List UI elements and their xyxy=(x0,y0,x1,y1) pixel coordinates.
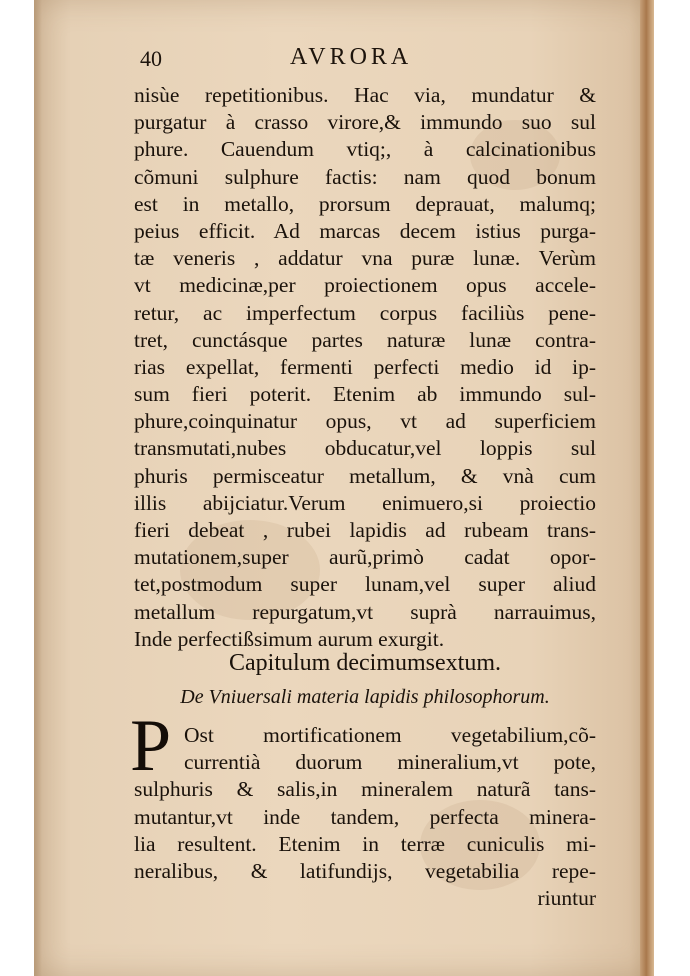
text-line: sum fieri poterit. Etenim ab immundo sul- xyxy=(134,382,596,407)
text-line: phure. Cauendum vtiq;, à calcinationibus xyxy=(134,137,596,162)
book-spine xyxy=(640,0,654,976)
text-line: nisùe repetitionibus. Hac via, mundatur & xyxy=(134,83,596,107)
text-line: Ost mortificationem vegetabilium,cõ- xyxy=(184,723,596,747)
text-line: est in metallo, prorsum deprauat, malumq; xyxy=(134,191,596,216)
drop-cap: P xyxy=(130,705,172,787)
page-number: 40 xyxy=(140,46,162,71)
main-paragraph xyxy=(134,82,596,653)
page-header xyxy=(140,44,600,78)
text-line: currentià duorum mineralium,vt pote, xyxy=(184,750,596,775)
page-left-edge xyxy=(34,0,42,976)
text-line: tret, cunctásque partes naturæ lunæ contra- xyxy=(134,327,596,352)
second-paragraph xyxy=(134,722,596,912)
text-line: mutantur,vt inde tandem, perfecta minera- xyxy=(134,804,596,829)
text-line: purgatur à crasso virore,& immundo suo sul xyxy=(134,110,596,135)
text-line: Inde perfectißsimum aurum exurgit. xyxy=(134,626,445,651)
text-line: tæ veneris , addatur vna puræ lunæ. Verùm xyxy=(134,246,596,271)
chapter-title: Capitulum decimumsextum. xyxy=(229,650,501,676)
text-line: lia resultent. Etenim in terræ cuniculis mi- xyxy=(134,831,596,856)
text-line: retur, ac imperfectum corpus faciliùs pene- xyxy=(134,300,596,325)
text-line: rias expellat, fermenti perfecti medio id ip- xyxy=(134,354,596,379)
text-line: tet,postmodum super lunam,vel super aliud xyxy=(134,572,596,597)
text-line: phure,coinquinatur opus, vt ad superficiem xyxy=(134,409,596,434)
text-line: vt medicinæ,per proiectionem opus accele- xyxy=(134,273,596,298)
running-head: AVRORA xyxy=(290,44,413,70)
text-line: phuris permisceatur metallum, & vnà cum xyxy=(134,463,596,488)
text-line: transmutati,nubes obducatur,vel loppis sul xyxy=(134,436,596,461)
text-line: sulphuris & salis,in mineralem naturã tans- xyxy=(134,777,596,802)
text-line: neralibus, & latifundijs, vegetabilia repe- xyxy=(134,858,596,883)
catchword: riuntur xyxy=(537,886,596,911)
text-line: fieri debeat , rubei lapidis ad rubeam trans- xyxy=(134,518,596,542)
text-line: peius efficit. Ad marcas decem istius purga- xyxy=(134,218,596,243)
text-line: mutationem,super aurũ,primò cadat opor- xyxy=(134,545,596,570)
text-line: cõmuni sulphure factis: nam quod bonum xyxy=(134,164,596,189)
chapter-subtitle: De Vniuersali materia lapidis philosophorum. xyxy=(180,686,550,708)
text-line: illis abijciatur.Verum enimuero,si proiectio xyxy=(134,490,596,515)
text-line: metallum repurgatum,vt suprà narrauimus, xyxy=(134,599,596,624)
